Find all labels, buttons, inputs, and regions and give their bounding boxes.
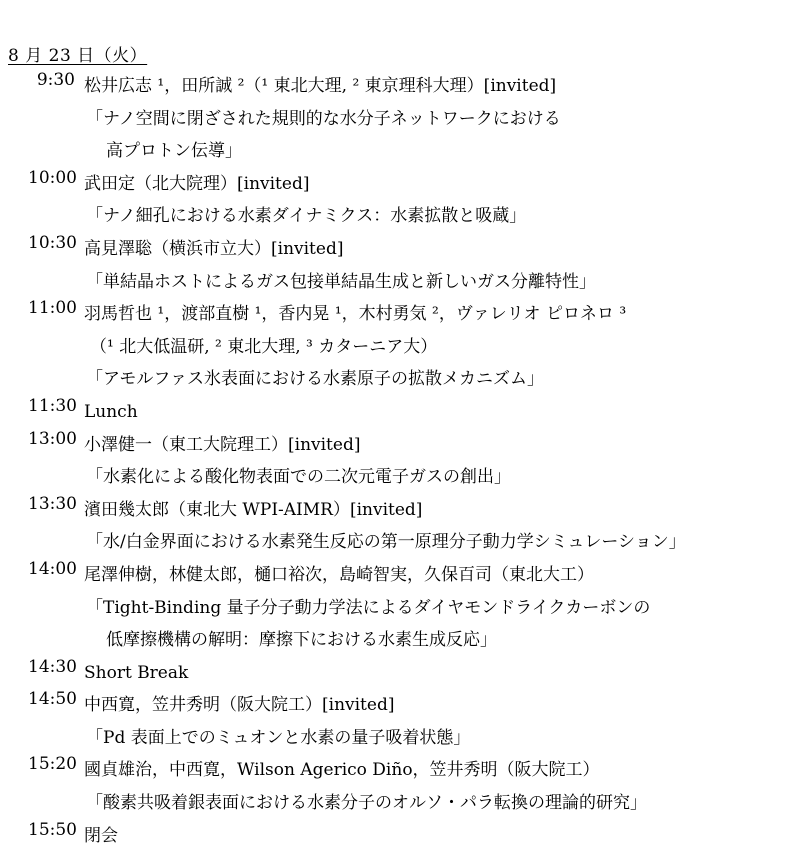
entry-speakers: 武田定（北大院理）[invited]	[84, 173, 310, 194]
entry-speakers: 中西寛，笠井秀明（阪大院工）[invited]	[84, 695, 395, 716]
entry-body	[84, 168, 800, 233]
entry-talk-title: 「ナノ細孔における水素ダイナミクス：水素拡散と吸蔵」	[86, 206, 527, 227]
entry-talk-title: 「水/白金界面における水素発生反応の第一原理分子動力学シミュレーション」	[86, 532, 686, 553]
entry-body	[84, 396, 800, 429]
entry-time-cell	[0, 70, 84, 168]
entry-time-cell	[0, 168, 84, 233]
entry-time: 14:00	[28, 558, 77, 579]
entry-body	[84, 298, 800, 396]
schedule-entry	[0, 429, 800, 494]
entry-body	[84, 820, 800, 852]
entry-body	[84, 559, 800, 657]
entry-speakers: 尾澤伸樹，林健太郎，樋口裕次，島崎智実，久保百司（東北大工）	[84, 564, 594, 585]
entry-body	[84, 70, 800, 168]
entry-speakers: 松井広志 ¹，田所誠 ²（¹ 東北大理, ² 東京理科大理）[invited]	[84, 76, 557, 96]
entry-talk-title: 「酸素共吸着銀表面における水素分子のオルソ・パラ転換の理論的研究」	[86, 793, 647, 814]
schedule-entry	[0, 689, 800, 754]
entry-time-cell	[0, 754, 84, 819]
entry-time-cell	[0, 559, 84, 657]
entry-time-cell	[0, 657, 84, 690]
entry-speakers: 羽馬哲也 ¹，渡部直樹 ¹，香内晃 ¹，木村勇気 ²，ヴァレリオ ピロネロ ³	[84, 304, 627, 325]
entry-time-cell	[0, 494, 84, 559]
entry-talk-title: 「Pd 表面上でのミュオンと水素の量子吸着状態」	[86, 727, 471, 748]
entry-time: 14:50	[28, 689, 77, 710]
entry-time: 11:00	[28, 298, 77, 319]
schedule-list	[0, 70, 800, 852]
entry-time: 10:00	[28, 167, 77, 188]
entry-speakers: 國貞雄治，中西寛，Wilson Agerico Diño，笠井秀明（阪大院工）	[84, 760, 600, 781]
entry-time-cell	[0, 820, 84, 852]
entry-speakers: 小澤健一（東工大院理工）[invited]	[84, 434, 361, 455]
schedule-entry	[0, 657, 800, 690]
entry-talk-title: 「ナノ空間に閉ざされた規則的な水分子ネットワークにおける	[86, 108, 561, 129]
entry-talk-title: 「アモルファス氷表面における水素原子の拡散メカニズム」	[86, 369, 544, 390]
entry-talk-title: 「Tight-Binding 量子分子動力学法によるダイヤモンドライクカーボンの	[86, 597, 651, 618]
schedule-date: 8 月 23 日（火）	[8, 46, 148, 66]
schedule-entry	[0, 754, 800, 819]
entry-body	[84, 429, 800, 494]
schedule-entry	[0, 820, 800, 852]
entry-speakers: 高見澤聡（横浜市立大）[invited]	[84, 238, 344, 259]
entry-affiliation: （¹ 北大低温研, ² 東北大理, ³ カターニア大）	[90, 336, 438, 357]
schedule-entry	[0, 233, 800, 298]
entry-speakers: Lunch	[84, 401, 138, 422]
entry-talk-title: 「水素化による酸化物表面での二次元電子ガスの創出」	[86, 467, 511, 488]
entry-time: 13:00	[28, 428, 77, 449]
schedule-entry	[0, 396, 800, 429]
entry-talk-title: 「単結晶ホストによるガス包接単結晶生成と新しいガス分離特性」	[86, 271, 596, 292]
entry-time-cell	[0, 298, 84, 396]
entry-time-cell	[0, 689, 84, 754]
schedule-entry	[0, 168, 800, 233]
entry-time-cell	[0, 233, 84, 298]
schedule-entry	[0, 559, 800, 657]
entry-talk-title: 低摩擦機構の解明：摩擦下における水素生成反応」	[106, 630, 497, 651]
entry-time: 11:30	[28, 395, 77, 416]
entry-time: 14:30	[28, 656, 77, 677]
schedule-entry	[0, 70, 800, 168]
entry-body	[84, 494, 800, 559]
entry-body	[84, 754, 800, 819]
entry-speakers: Short Break	[84, 662, 189, 683]
schedule-entry	[0, 298, 800, 396]
entry-time: 10:30	[28, 232, 77, 253]
entry-body	[84, 689, 800, 754]
entry-time: 15:20	[28, 754, 77, 775]
entry-body	[84, 233, 800, 298]
entry-body	[84, 657, 800, 690]
schedule-entry	[0, 494, 800, 559]
entry-speakers: 閉会	[84, 825, 118, 846]
entry-talk-title: 高プロトン伝導」	[106, 141, 242, 162]
entry-time-cell	[0, 396, 84, 429]
entry-time: 13:30	[28, 493, 77, 514]
entry-speakers: 濱田幾太郎（東北大 WPI-AIMR）[invited]	[84, 499, 423, 520]
entry-time: 15:50	[28, 819, 77, 840]
entry-time: 9:30	[36, 70, 75, 90]
entry-time-cell	[0, 429, 84, 494]
